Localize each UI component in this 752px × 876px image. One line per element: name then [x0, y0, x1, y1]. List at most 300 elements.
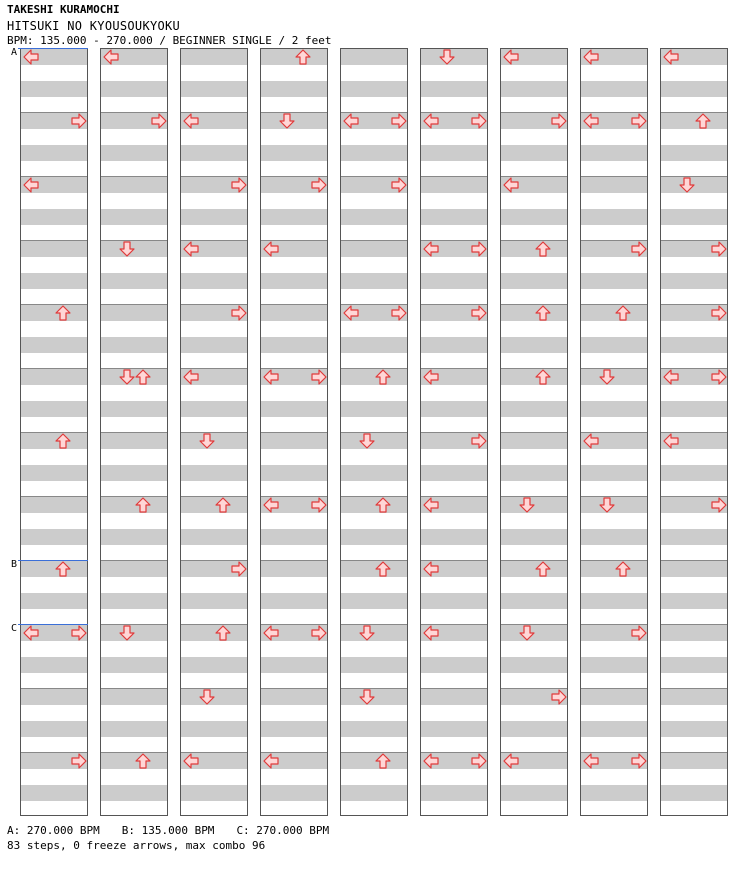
down-arrow-icon [119, 241, 135, 257]
right-arrow-icon [471, 113, 487, 129]
up-arrow-icon [375, 497, 391, 513]
beat-band [581, 785, 647, 801]
beat-band [21, 433, 87, 449]
beat-band [261, 81, 327, 97]
beat-band [341, 497, 407, 513]
measure-line [581, 560, 647, 561]
right-arrow-icon [631, 241, 647, 257]
measure-line [421, 176, 487, 177]
right-arrow-icon [311, 177, 327, 193]
right-arrow-icon [71, 113, 87, 129]
beat-band [261, 305, 327, 321]
measure-line [101, 688, 167, 689]
down-arrow-icon [519, 625, 535, 641]
right-arrow-icon [711, 241, 727, 257]
up-arrow-icon [55, 305, 71, 321]
right-arrow-icon [231, 305, 247, 321]
beat-band [501, 433, 567, 449]
beat-band [341, 337, 407, 353]
bpm-marker-label: C [11, 623, 18, 634]
beat-band [501, 209, 567, 225]
beat-band [101, 529, 167, 545]
beat-band [341, 401, 407, 417]
measure-line [261, 304, 327, 305]
beat-band [181, 625, 247, 641]
beat-band [581, 273, 647, 289]
beat-band [101, 209, 167, 225]
beat-band [261, 337, 327, 353]
measure-line [501, 368, 567, 369]
left-arrow-icon [423, 625, 439, 641]
measure-line [341, 560, 407, 561]
up-arrow-icon [535, 305, 551, 321]
beat-band [421, 401, 487, 417]
beat-band [341, 657, 407, 673]
left-arrow-icon [423, 497, 439, 513]
beat-band [261, 465, 327, 481]
up-arrow-icon [375, 753, 391, 769]
beat-band [501, 337, 567, 353]
chart-column [500, 48, 568, 816]
beat-band [341, 561, 407, 577]
up-arrow-icon [135, 753, 151, 769]
bpm-legend-a: A: 270.000 BPM [7, 824, 100, 837]
beat-band [261, 273, 327, 289]
beat-band [21, 401, 87, 417]
beat-band [101, 81, 167, 97]
left-arrow-icon [263, 625, 279, 641]
beat-band [581, 209, 647, 225]
measure-line [421, 688, 487, 689]
beat-band [341, 529, 407, 545]
chart-column [180, 48, 248, 816]
left-arrow-icon [423, 561, 439, 577]
down-arrow-icon [519, 497, 535, 513]
beat-band [181, 401, 247, 417]
beat-band [261, 721, 327, 737]
up-arrow-icon [615, 305, 631, 321]
left-arrow-icon [583, 49, 599, 65]
right-arrow-icon [551, 113, 567, 129]
beat-band [341, 241, 407, 257]
right-arrow-icon [711, 497, 727, 513]
left-arrow-icon [583, 433, 599, 449]
down-arrow-icon [359, 433, 375, 449]
beat-band [341, 785, 407, 801]
beat-band [21, 81, 87, 97]
chart-info: BPM: 135.000 - 270.000 / BEGINNER SINGLE / 2 feet [7, 34, 332, 47]
chart-column [580, 48, 648, 816]
left-arrow-icon [183, 753, 199, 769]
left-arrow-icon [263, 369, 279, 385]
measure-line [501, 560, 567, 561]
beat-band [501, 305, 567, 321]
up-arrow-icon [135, 497, 151, 513]
beat-band [661, 465, 727, 481]
right-arrow-icon [471, 241, 487, 257]
measure-line [261, 432, 327, 433]
right-arrow-icon [71, 753, 87, 769]
down-arrow-icon [679, 177, 695, 193]
beat-band [181, 145, 247, 161]
beat-band [261, 785, 327, 801]
measure-line [21, 688, 87, 689]
left-arrow-icon [423, 369, 439, 385]
measure-line [101, 496, 167, 497]
beat-band [181, 337, 247, 353]
down-arrow-icon [439, 49, 455, 65]
beat-band [581, 657, 647, 673]
right-arrow-icon [471, 305, 487, 321]
bpm-legend [7, 825, 351, 837]
down-arrow-icon [279, 113, 295, 129]
up-arrow-icon [55, 561, 71, 577]
measure-line [661, 560, 727, 561]
beat-band [101, 657, 167, 673]
right-arrow-icon [391, 305, 407, 321]
beat-band [501, 369, 567, 385]
step-summary: 83 steps, 0 freeze arrows, max combo 96 [7, 839, 266, 852]
beat-band [101, 177, 167, 193]
measure-line [501, 432, 567, 433]
right-arrow-icon [311, 625, 327, 641]
right-arrow-icon [471, 433, 487, 449]
beat-band [101, 593, 167, 609]
bpm-legend-c: C: 270.000 BPM [236, 824, 330, 837]
right-arrow-icon [711, 305, 727, 321]
beat-band [101, 337, 167, 353]
right-arrow-icon [711, 369, 727, 385]
measure-line [501, 304, 567, 305]
beat-band [581, 401, 647, 417]
measure-line [661, 112, 727, 113]
beat-band [261, 593, 327, 609]
beat-band [661, 337, 727, 353]
right-arrow-icon [311, 497, 327, 513]
beat-band [101, 145, 167, 161]
beat-band [661, 81, 727, 97]
up-arrow-icon [535, 369, 551, 385]
beat-band [181, 529, 247, 545]
beat-band [181, 721, 247, 737]
right-arrow-icon [231, 177, 247, 193]
beat-band [661, 145, 727, 161]
measure-line [21, 240, 87, 241]
measure-line [101, 752, 167, 753]
left-arrow-icon [263, 241, 279, 257]
up-arrow-icon [375, 561, 391, 577]
left-arrow-icon [503, 49, 519, 65]
chart-column [100, 48, 168, 816]
measure-line [101, 560, 167, 561]
bpm-marker-line [18, 560, 88, 561]
beat-band [421, 337, 487, 353]
up-arrow-icon [615, 561, 631, 577]
measure-line [21, 496, 87, 497]
down-arrow-icon [199, 433, 215, 449]
beat-band [261, 561, 327, 577]
beat-band [101, 753, 167, 769]
beat-band [101, 305, 167, 321]
beat-band [421, 689, 487, 705]
left-arrow-icon [423, 753, 439, 769]
left-arrow-icon [663, 369, 679, 385]
beat-band [421, 529, 487, 545]
measure-line [341, 240, 407, 241]
beat-band [21, 465, 87, 481]
beat-band [581, 145, 647, 161]
left-arrow-icon [183, 369, 199, 385]
beat-band [341, 721, 407, 737]
beat-band [21, 529, 87, 545]
measure-line [261, 560, 327, 561]
left-arrow-icon [423, 241, 439, 257]
beat-band [21, 145, 87, 161]
beat-band [661, 209, 727, 225]
beat-band [581, 689, 647, 705]
measure-line [581, 688, 647, 689]
beat-band [261, 689, 327, 705]
down-arrow-icon [599, 369, 615, 385]
beat-band [341, 465, 407, 481]
beat-band [341, 753, 407, 769]
measure-line [181, 624, 247, 625]
beat-band [261, 529, 327, 545]
beat-band [101, 497, 167, 513]
measure-line [181, 496, 247, 497]
beat-band [21, 785, 87, 801]
up-arrow-icon [535, 561, 551, 577]
left-arrow-icon [583, 113, 599, 129]
beat-band [421, 273, 487, 289]
beat-band [661, 593, 727, 609]
beat-band [501, 785, 567, 801]
measure-line [101, 176, 167, 177]
beat-band [421, 657, 487, 673]
beat-band [101, 561, 167, 577]
right-arrow-icon [391, 113, 407, 129]
beat-band [661, 529, 727, 545]
left-arrow-icon [263, 753, 279, 769]
song-title: HITSUKI NO KYOUSOUKYOKU [7, 19, 181, 33]
left-arrow-icon [343, 305, 359, 321]
beat-band [181, 273, 247, 289]
beat-band [581, 465, 647, 481]
chart-column [420, 48, 488, 816]
beat-band [501, 561, 567, 577]
beat-band [661, 657, 727, 673]
bpm-marker-line [18, 48, 88, 49]
chart-column [340, 48, 408, 816]
beat-band [421, 81, 487, 97]
down-arrow-icon [199, 689, 215, 705]
right-arrow-icon [551, 689, 567, 705]
chart-column [660, 48, 728, 816]
beat-band [261, 209, 327, 225]
beat-band [341, 81, 407, 97]
beat-band [341, 145, 407, 161]
up-arrow-icon [535, 241, 551, 257]
beat-band [661, 625, 727, 641]
beat-band [501, 721, 567, 737]
beat-band [421, 721, 487, 737]
chart-column [20, 48, 88, 816]
beat-band [661, 113, 727, 129]
bpm-marker-label: A [11, 47, 18, 58]
beat-band [181, 81, 247, 97]
beat-band [661, 561, 727, 577]
down-arrow-icon [119, 625, 135, 641]
beat-band [581, 81, 647, 97]
beat-band [21, 689, 87, 705]
left-arrow-icon [183, 113, 199, 129]
left-arrow-icon [423, 113, 439, 129]
up-arrow-icon [215, 497, 231, 513]
down-arrow-icon [359, 625, 375, 641]
down-arrow-icon [119, 369, 135, 385]
beat-band [21, 561, 87, 577]
beat-band [501, 145, 567, 161]
beat-band [421, 593, 487, 609]
beat-band [501, 465, 567, 481]
beat-band [181, 657, 247, 673]
beat-band [581, 305, 647, 321]
beat-band [101, 465, 167, 481]
measure-line [341, 752, 407, 753]
left-arrow-icon [663, 433, 679, 449]
chart-column [260, 48, 328, 816]
beat-band [341, 49, 407, 65]
down-arrow-icon [599, 497, 615, 513]
beat-band [501, 81, 567, 97]
beat-band [421, 465, 487, 481]
left-arrow-icon [23, 625, 39, 641]
left-arrow-icon [23, 177, 39, 193]
beat-band [661, 753, 727, 769]
beat-band [501, 657, 567, 673]
beat-band [421, 785, 487, 801]
measure-line [261, 688, 327, 689]
measure-line [581, 304, 647, 305]
bpm-legend-b: B: 135.000 BPM [121, 824, 215, 837]
beat-band [101, 273, 167, 289]
measure-line [661, 752, 727, 753]
left-arrow-icon [663, 49, 679, 65]
beat-band [421, 145, 487, 161]
left-arrow-icon [23, 49, 39, 65]
beat-band [501, 593, 567, 609]
bpm-marker-label: B [11, 559, 18, 570]
beat-band [21, 593, 87, 609]
measure-line [341, 368, 407, 369]
beat-band [661, 721, 727, 737]
down-arrow-icon [359, 689, 375, 705]
measure-line [661, 688, 727, 689]
beat-band [501, 241, 567, 257]
beat-band [581, 529, 647, 545]
right-arrow-icon [151, 113, 167, 129]
measure-line [21, 432, 87, 433]
beat-band [581, 593, 647, 609]
left-arrow-icon [343, 113, 359, 129]
right-arrow-icon [471, 753, 487, 769]
beat-band [101, 433, 167, 449]
artist-name: TAKESHI KURAMOCHI [7, 3, 120, 16]
beat-band [181, 497, 247, 513]
beat-band [21, 273, 87, 289]
left-arrow-icon [583, 753, 599, 769]
beat-band [661, 689, 727, 705]
bpm-marker-line [18, 624, 88, 625]
up-arrow-icon [55, 433, 71, 449]
up-arrow-icon [695, 113, 711, 129]
beat-band [21, 241, 87, 257]
beat-band [181, 785, 247, 801]
left-arrow-icon [503, 753, 519, 769]
beat-band [261, 401, 327, 417]
up-arrow-icon [295, 49, 311, 65]
beat-band [341, 369, 407, 385]
left-arrow-icon [183, 241, 199, 257]
beat-band [21, 497, 87, 513]
beat-band [101, 721, 167, 737]
right-arrow-icon [311, 369, 327, 385]
beat-band [101, 785, 167, 801]
beat-band [421, 177, 487, 193]
right-arrow-icon [231, 561, 247, 577]
beat-band [661, 401, 727, 417]
left-arrow-icon [103, 49, 119, 65]
measure-line [341, 496, 407, 497]
beat-band [261, 145, 327, 161]
beat-band [581, 177, 647, 193]
measure-line [21, 368, 87, 369]
beat-band [21, 337, 87, 353]
beat-band [181, 209, 247, 225]
right-arrow-icon [391, 177, 407, 193]
beat-band [581, 721, 647, 737]
beat-band [661, 785, 727, 801]
beat-band [261, 657, 327, 673]
beat-band [581, 561, 647, 577]
beat-band [21, 209, 87, 225]
beat-band [661, 273, 727, 289]
beat-band [581, 337, 647, 353]
measure-line [101, 432, 167, 433]
right-arrow-icon [631, 625, 647, 641]
beat-band [101, 689, 167, 705]
up-arrow-icon [375, 369, 391, 385]
measure-line [581, 176, 647, 177]
beat-band [101, 401, 167, 417]
beat-band [181, 465, 247, 481]
beat-band [21, 721, 87, 737]
right-arrow-icon [71, 625, 87, 641]
beat-band [181, 593, 247, 609]
beat-band [181, 49, 247, 65]
beat-band [501, 273, 567, 289]
measure-line [661, 624, 727, 625]
measure-line [501, 240, 567, 241]
beat-band [21, 657, 87, 673]
right-arrow-icon [631, 753, 647, 769]
beat-band [21, 305, 87, 321]
measure-line [101, 304, 167, 305]
right-arrow-icon [631, 113, 647, 129]
beat-band [501, 401, 567, 417]
left-arrow-icon [503, 177, 519, 193]
beat-band [421, 209, 487, 225]
